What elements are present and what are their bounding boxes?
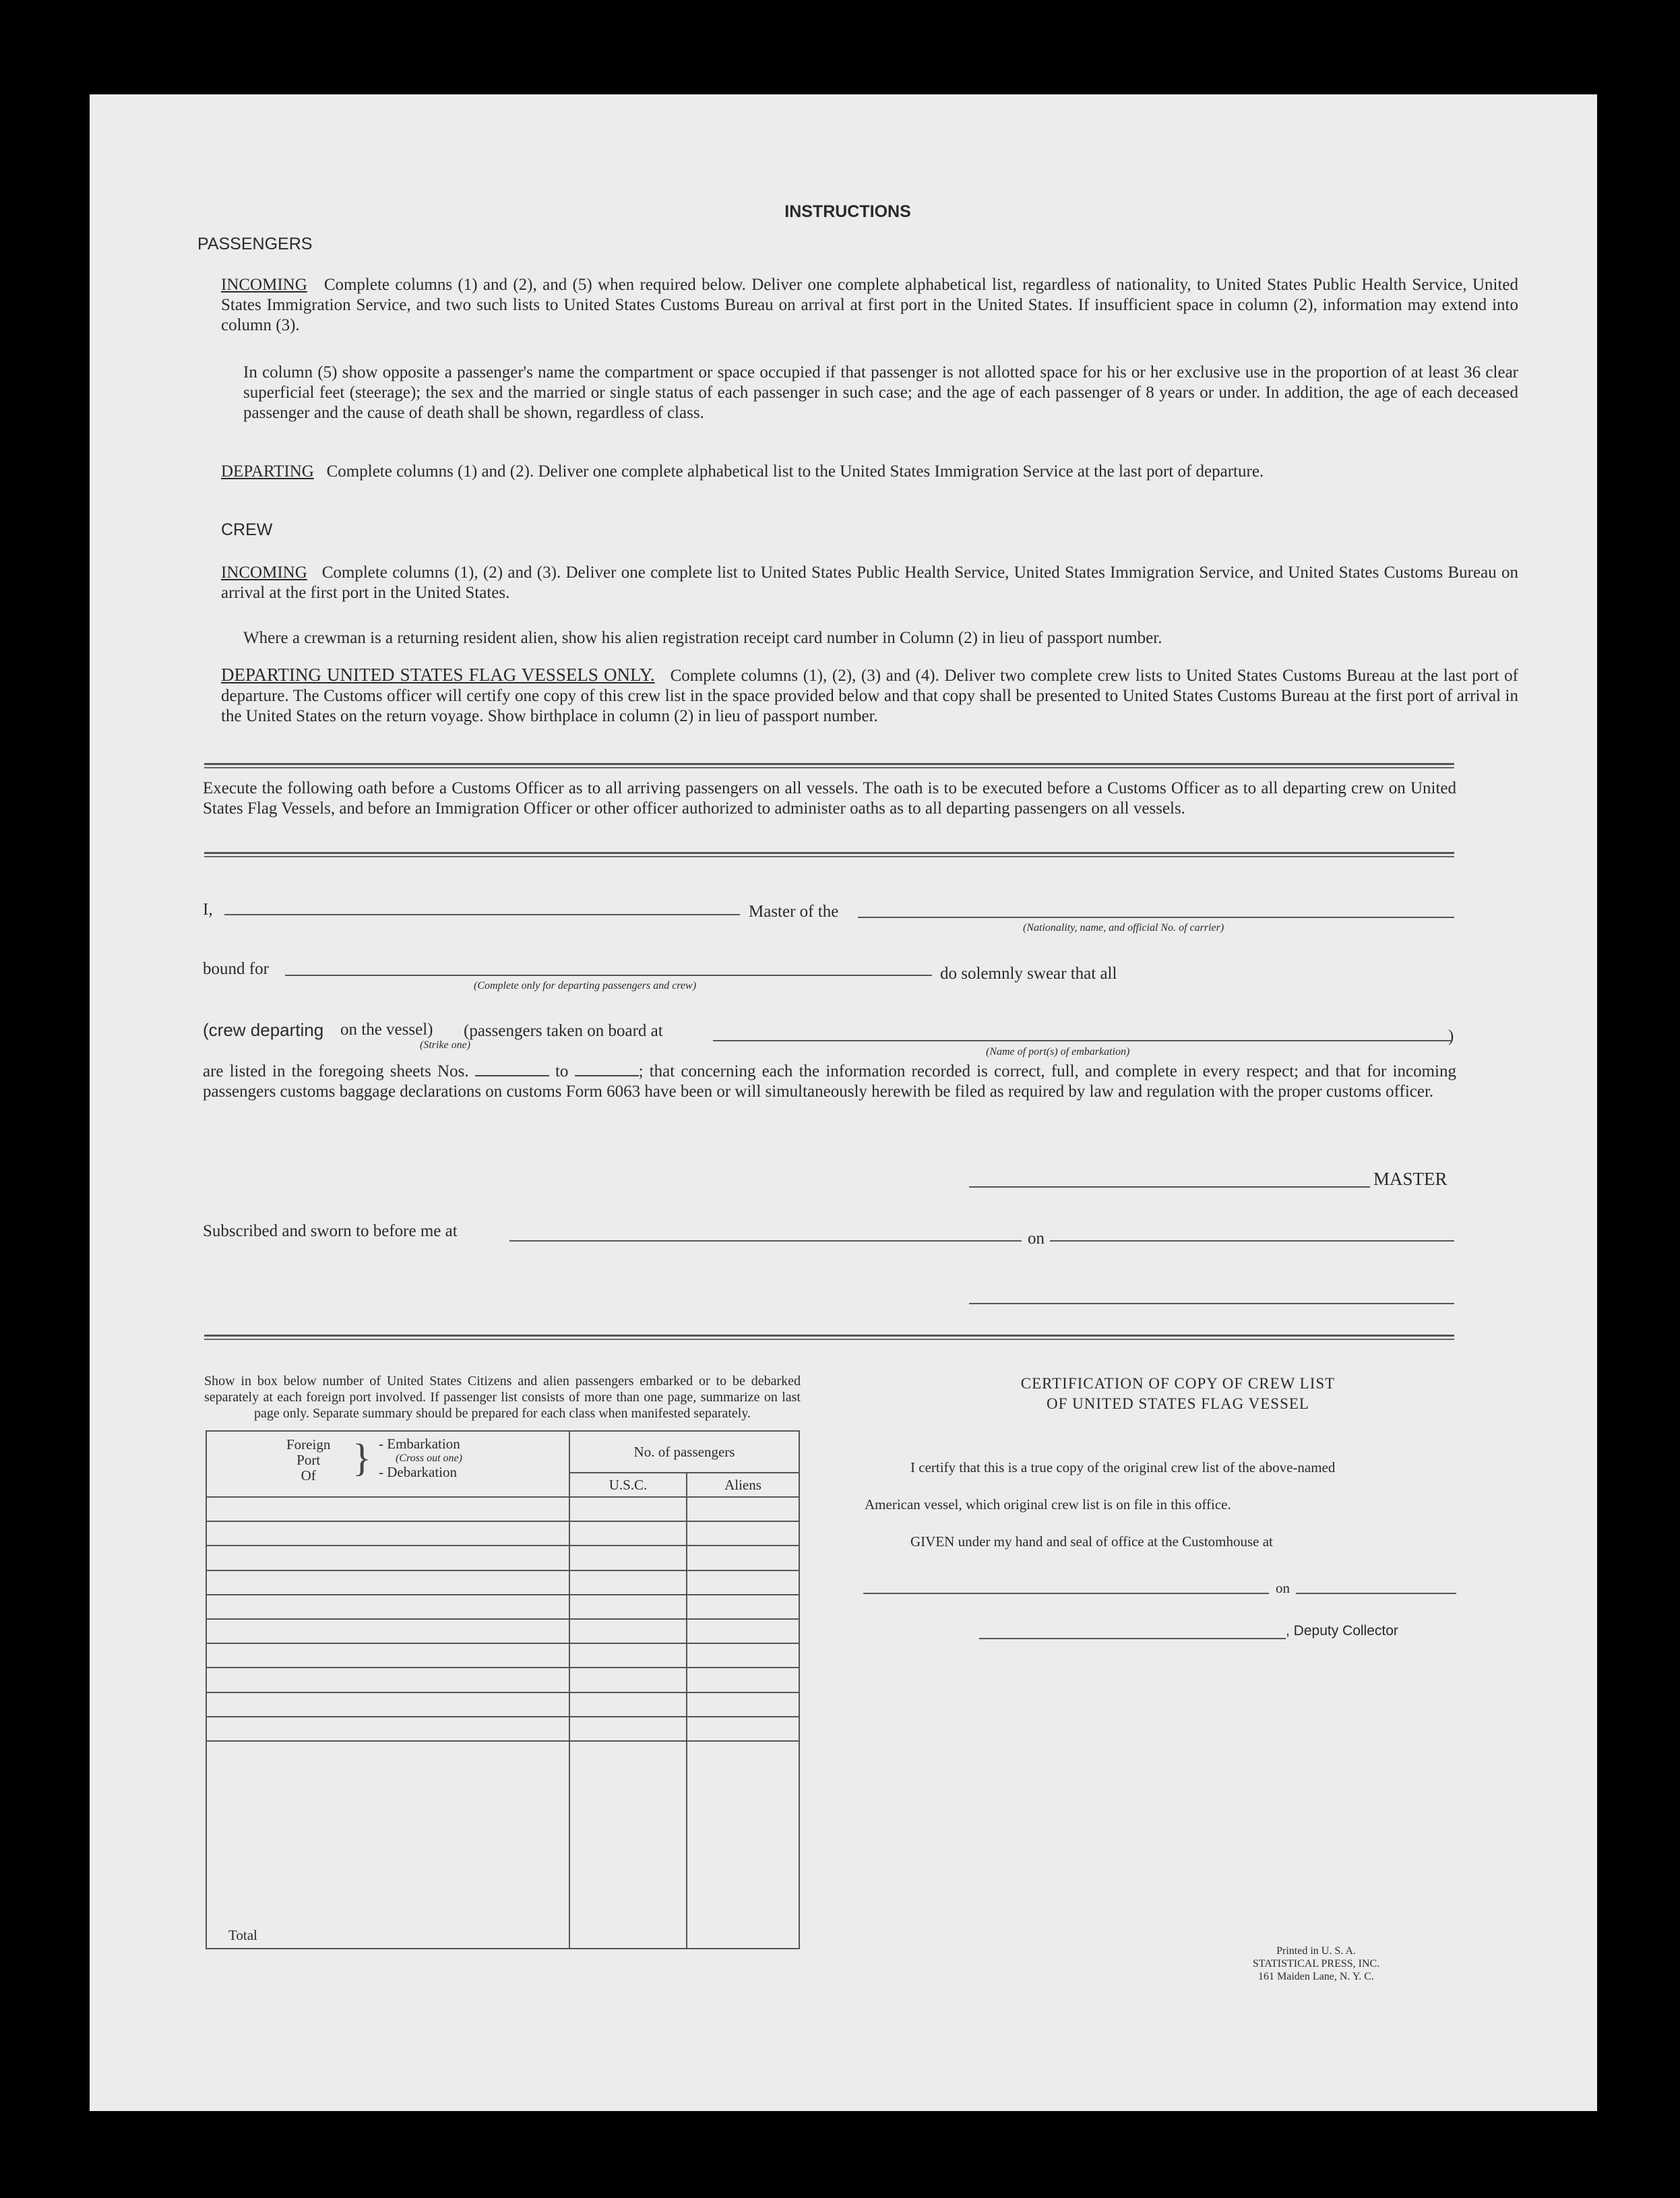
oath-i: I, <box>203 900 213 919</box>
officer-signature-field[interactable] <box>969 1303 1454 1304</box>
certification-line-3: GIVEN under my hand and seal of office at the Customhouse at <box>910 1533 1273 1550</box>
passengers-departing-section <box>221 462 1518 482</box>
embarkation-port-field[interactable] <box>713 1040 1451 1041</box>
summary-note: Show in box below number of United States Citizens and alien passengers embarked or to be debarked separately at each foreign port involved. If passenger list consists of more than one page, summarize on last page only. Separate summary should be prepared for each class when manifested separately. <box>204 1374 801 1421</box>
table-row <box>206 1643 799 1668</box>
sworn-date-field[interactable] <box>1050 1240 1454 1242</box>
table-row <box>206 1497 799 1521</box>
passengers-departing-text: Complete columns (1) and (2). Deliver one complete alphabetical list to the United States Immigration Service at the last port of departure. <box>326 462 1264 481</box>
swear-label: do solemnly swear that all <box>940 965 1117 983</box>
table-row <box>206 1521 799 1546</box>
crew-departing-option[interactable]: (crew departing <box>203 1020 324 1040</box>
deputy-collector-label: , Deputy Collector <box>1286 1623 1398 1639</box>
page-title: INSTRUCTIONS <box>784 202 911 221</box>
certification-line-1: I certify that this is a true copy of the original crew list of the above-named <box>910 1459 1336 1475</box>
certification-line-2: American vessel, which original crew list is on file in this office. <box>865 1496 1231 1513</box>
crew-incoming-label: INCOMING <box>221 563 307 582</box>
passengers-incoming-text: Complete columns (1) and (2), and (5) when required below. Deliver one complete alphabetical list, regardless of nationality, to United States Public Health Service, United States Immigration Service, and two such lists to United States Customs Bureau on arrival at first port in the United States. If insufficient space in column (2), information may extend into column (3). <box>221 276 1518 334</box>
table-row <box>206 1570 799 1595</box>
sworn-place-field[interactable] <box>509 1240 1022 1242</box>
close-paren: ) <box>1448 1027 1454 1045</box>
port-caption: (Name of port(s) of embarkation) <box>986 1046 1130 1058</box>
carrier-caption: (Nationality, name, and official No. of carrier) <box>1023 922 1224 934</box>
crew-incoming-section <box>221 563 1518 603</box>
table-row <box>206 1692 799 1717</box>
certification-on-label: on <box>1276 1580 1290 1596</box>
master-label: MASTER <box>1373 1169 1448 1189</box>
total-row <box>206 1741 799 1949</box>
master-signature-field[interactable] <box>969 1186 1370 1188</box>
bound-for-field[interactable] <box>285 975 932 976</box>
master-of-label: Master of the <box>749 903 839 921</box>
crew-heading: CREW <box>221 520 273 539</box>
foreign-port-header: Foreign Port Of } - Embarkation (Cross out one) - Debarkation <box>206 1431 569 1497</box>
total-label: Total <box>206 1741 569 1949</box>
subscribed-label: Subscribed and sworn to before me at <box>203 1222 458 1240</box>
brace-icon: } <box>352 1436 371 1479</box>
crew-departing-text: Complete columns (1), (2), (3) and (4). Deliver two complete crew lists to United States Customs Bureau at the last port of departure. The Customs officer will certify one copy of this crew list in the space provided below and that copy shall be presented to United States Customs Bureau at the first port of arrival in the United States on the return voyage. Show birthplace in column (2) in lieu of passport number. <box>221 667 1518 725</box>
aliens-header: Aliens <box>687 1473 799 1497</box>
sworn-on-label: on <box>1028 1229 1045 1248</box>
table-row <box>206 1668 799 1692</box>
on-the-vessel-label: on the vessel) <box>340 1020 433 1039</box>
passengers-incoming-section <box>221 275 1518 336</box>
certification-date-field[interactable] <box>1296 1593 1456 1594</box>
oath-intro: Execute the following oath before a Customs Officer as to all arriving passengers on all vessels. The oath is to be executed before a Customs Officer as to all departing crew on United States Flag Vessels, and before an Immigration Officer or other officer authorized to administer oaths as to all departing passengers on all vessels. <box>203 779 1456 818</box>
table-row <box>206 1619 799 1643</box>
crew-departing-label: DEPARTING UNITED STATES FLAG VESSELS ONLY. <box>221 665 655 685</box>
no-passengers-header: No. of passengers <box>569 1431 799 1473</box>
customhouse-field[interactable] <box>863 1593 1269 1594</box>
table-row <box>206 1595 799 1619</box>
table-row <box>206 1717 799 1741</box>
crewman-note: Where a crewman is a returning resident alien, show his alien registration receipt card number in Column (2) in lieu of passport number. <box>243 629 1162 647</box>
passenger-summary-table <box>206 1430 800 1949</box>
strike-caption: (Strike one) <box>420 1039 471 1051</box>
incoming-label: INCOMING <box>221 276 307 294</box>
usc-header: U.S.C. <box>569 1473 687 1497</box>
master-name-field[interactable] <box>224 914 740 915</box>
passengers-heading: PASSENGERS <box>197 235 313 253</box>
bound-for-label: bound for <box>203 960 269 978</box>
table-row <box>206 1546 799 1570</box>
crew-departing-section <box>221 665 1518 727</box>
column-5-instructions: In column (5) show opposite a passenger's name the compartment or space occupied if that passenger is not allotted space for his or her exclusive use in the proportion of at least 36 clear superficial feet (steerage); the sex and the married or single status of each passenger in such case; and the age of each passenger of 8 years or under. In addition, the age of each deceased passenger and the cause of death shall be shown, regardless of class. <box>243 363 1518 422</box>
divider-2 <box>204 852 1454 857</box>
divider-1 <box>204 763 1454 768</box>
table-header-row <box>206 1431 799 1473</box>
bound-for-caption: (Complete only for departing passengers and crew) <box>474 980 697 991</box>
divider-3 <box>204 1335 1454 1340</box>
printer-imprint: Printed in U. S. A. STATISTICAL PRESS, INC. 161 Maiden Lane, N. Y. C. <box>1252 1945 1380 1982</box>
sheet-to-field[interactable] <box>575 1075 639 1076</box>
crew-incoming-text: Complete columns (1), (2) and (3). Deliver one complete list to United States Public Health Service, United States Immigration Service, and United States Customs Bureau on arrival at the first port in the United States. <box>221 563 1518 602</box>
passengers-taken-option[interactable]: (passengers taken on board at <box>464 1022 663 1040</box>
departing-label: DEPARTING <box>221 462 314 481</box>
form-page <box>90 94 1597 2111</box>
sheet-from-field[interactable] <box>475 1075 549 1076</box>
certification-title: CERTIFICATION OF COPY OF CREW LIST OF UNITED STATES FLAG VESSEL <box>1020 1375 1336 1412</box>
deputy-signature-field[interactable] <box>979 1638 1286 1639</box>
carrier-field[interactable] <box>858 917 1454 918</box>
listed-paragraph: are listed in the foregoing sheets Nos. to ; that concerning each the information recorded is correct, full, and complete in every respect; and that for incoming passengers customs baggage declarations on customs Form 6063 have been or will simultaneously herewith be filed as required by law and regulation with the proper customs officer. <box>203 1062 1457 1101</box>
